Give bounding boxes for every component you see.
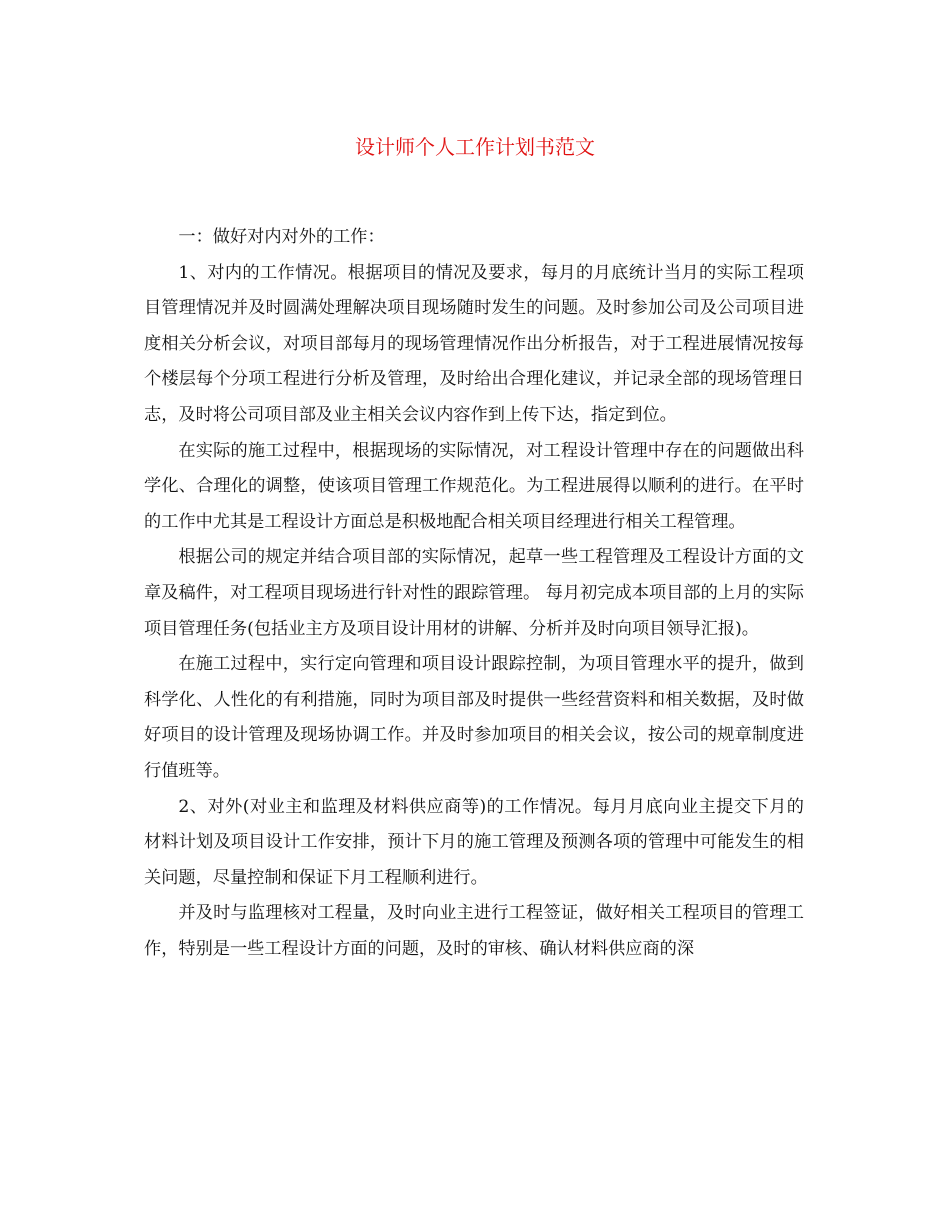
paragraph-7: 并及时与监理核对工程量，及时向业主进行工程签证，做好相关工程项目的管理工作，特别是一些工程设计方面的问题，及时的审核、确认材料供应商的深	[144, 903, 804, 959]
paragraph-6: 2、对外(对业主和监理及材料供应商等)的工作情况。每月月底向业主提交下月的材料计划及项目设计工作安排，预计下月的施工管理及预测各项的管理中可能发生的相关问题，尽量控制和保证下月工程顺利进行。	[144, 796, 804, 888]
paragraph-5: 在施工过程中，实行定向管理和项目设计跟踪控制，为项目管理水平的提升，做到科学化、人性化的有利措施，同时为项目部及时提供一些经营资料和相关数据，及时做好项目的设计管理及现场协调工作。并及时参加项目的相关会议，按公司的规章制度进行值班等。	[144, 654, 804, 781]
paragraph-2: 1、对内的工作情况。根据项目的情况及要求，每月的月底统计当月的实际工程项目管理情况并及时圆满处理解决项目现场随时发生的问题。及时参加公司及公司项目进度相关分析会议，对项目部每月的现场管理情况作出分析报告，对于工程进展情况按每个楼层每个分项工程进行分析及管理，及时给出合理化建议，并记录全部的现场管理日志，及时将公司项目部及业主相关会议内容作到上传下达，指定到位。	[144, 262, 804, 425]
document-body	[144, 220, 804, 967]
paragraph-1: 一：做好对内对外的工作：	[178, 227, 385, 247]
document-title: 设计师个人工作计划书范文	[355, 135, 595, 159]
paragraph-4: 根据公司的规定并结合项目部的实际情况，起草一些工程管理及工程设计方面的文章及稿件，对工程项目现场进行针对性的跟踪管理。 每月初完成本项目部的上月的实际项目管理任务(包括业主方及项目设计用材的讲解、分析并及时向项目领导汇报)。	[144, 547, 804, 639]
paragraph-3: 在实际的施工过程中，根据现场的实际情况，对工程设计管理中存在的问题做出科学化、合理化的调整，使该项目管理工作规范化。为工程进展得以顺利的进行。在平时的工作中尤其是工程设计方面总是积极地配合相关项目经理进行相关工程管理。	[144, 440, 804, 532]
